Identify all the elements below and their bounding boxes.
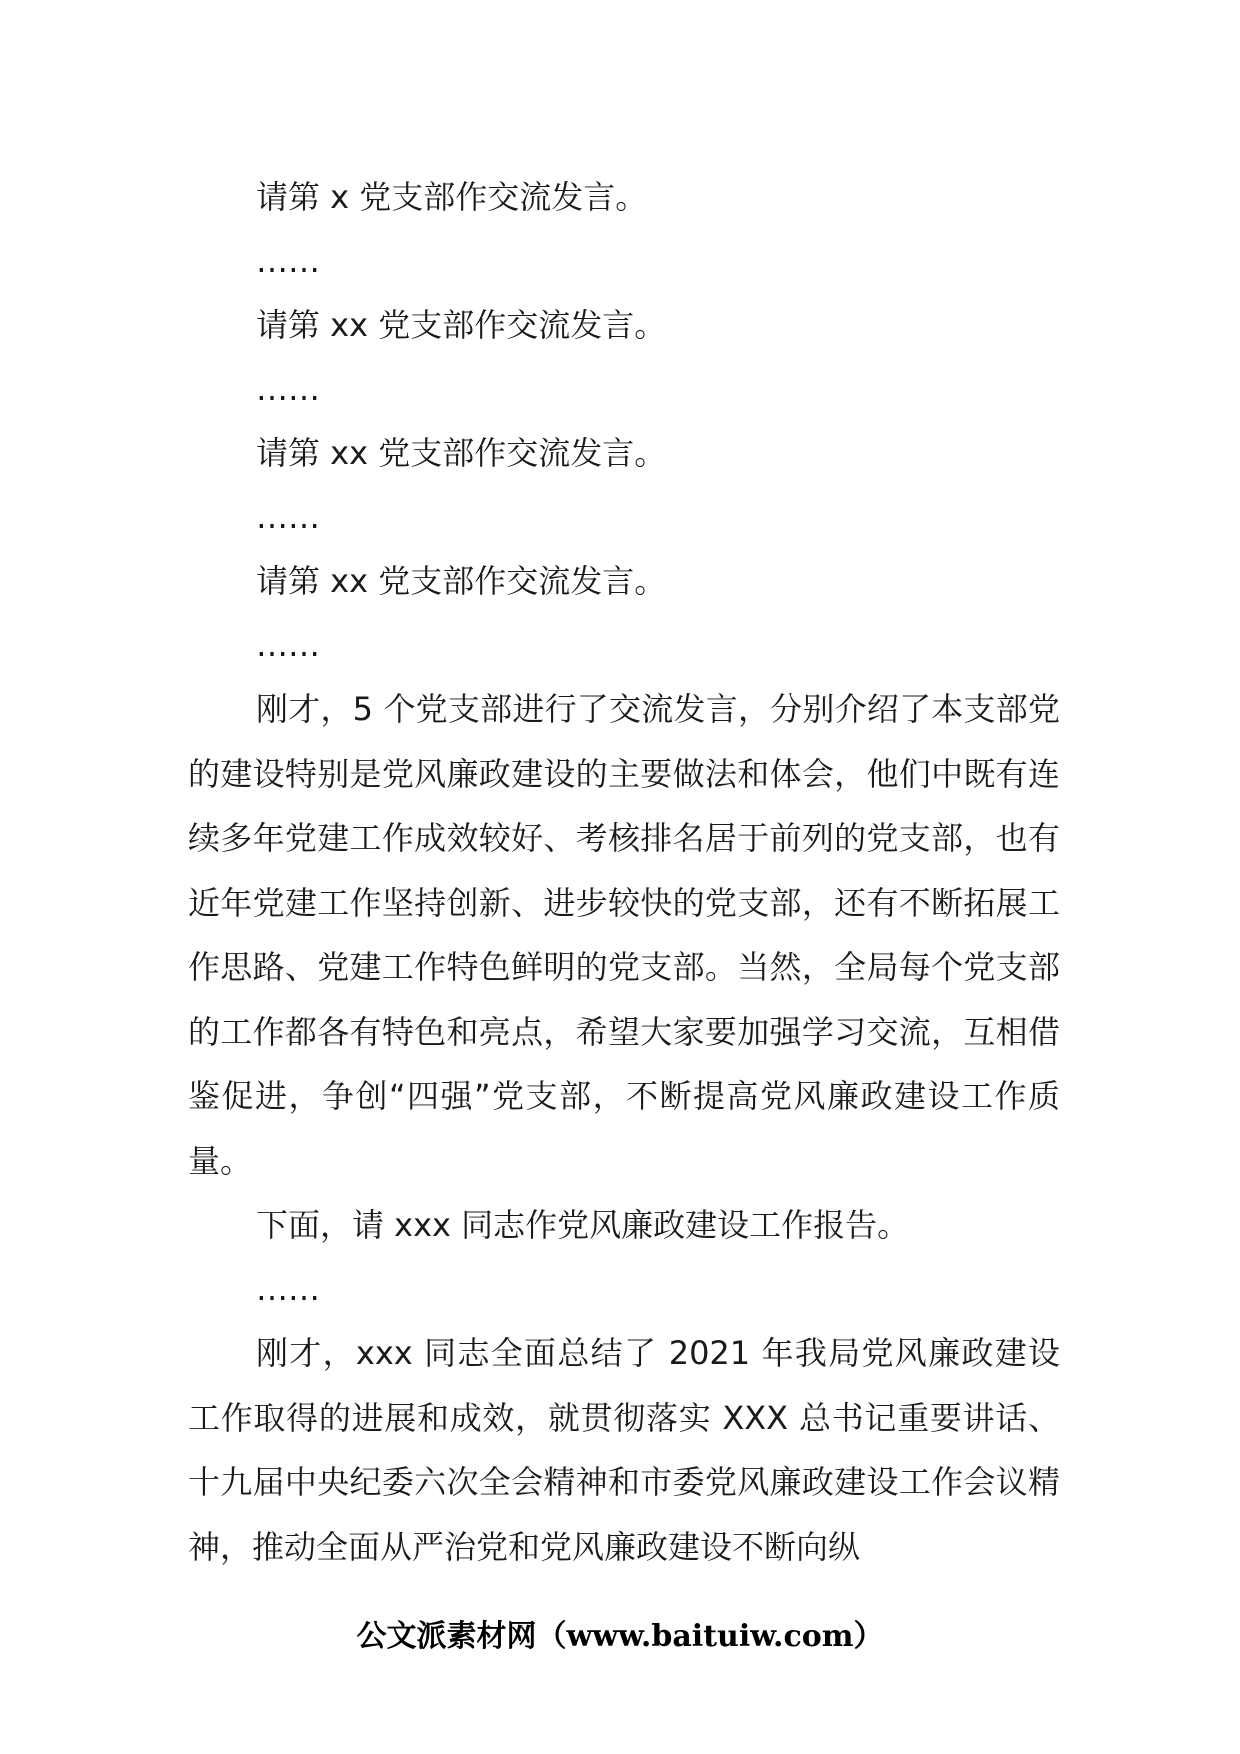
ellipsis-line: …… bbox=[256, 498, 320, 536]
ellipsis-line: …… bbox=[256, 626, 320, 664]
speech-line: 请第 x 党支部作交流发言。 bbox=[256, 178, 648, 216]
report-line: 下面，请 xxx 同志作党风廉政建设工作报告。 bbox=[256, 1206, 910, 1244]
ellipsis-line: …… bbox=[256, 370, 320, 408]
ellipsis-line: …… bbox=[256, 1270, 320, 1308]
speech-line: 请第 xx 党支部作交流发言。 bbox=[256, 434, 667, 472]
document-body bbox=[188, 165, 1060, 1579]
speech-line: 请第 xx 党支部作交流发言。 bbox=[256, 306, 667, 344]
closing-paragraph: 刚才，xxx 同志全面总结了 2021 年我局党风廉政建设工作取得的进展和成效，就贯彻落实 XXX 总书记重要讲话、十九届中央纪委六次全会精神和市委党风廉政建设工作会议精神，推动全面从严治党和党风廉政建设不断向纵 bbox=[188, 1334, 1060, 1566]
speech-line: 请第 xx 党支部作交流发言。 bbox=[256, 562, 667, 600]
ellipsis-line: …… bbox=[256, 242, 320, 280]
summary-paragraph: 刚才，5 个党支部进行了交流发言，分别介绍了本支部党的建设特别是党风廉政建设的主要做法和体会，他们中既有连续多年党建工作成效较好、考核排名居于前列的党支部，也有近年党建工作坚持创新、进步较快的党支部，还有不断拓展工作思路、党建工作特色鲜明的党支部。当然，全局每个党支部的工作都各有特色和亮点，希望大家要加强学习交流，互相借鉴促进，争创“四强”党支部，不断提高党风廉政建设工作质量。 bbox=[188, 690, 1060, 1180]
footer-watermark: 公文派素材网（www.baituiw.com） bbox=[356, 1619, 884, 1654]
